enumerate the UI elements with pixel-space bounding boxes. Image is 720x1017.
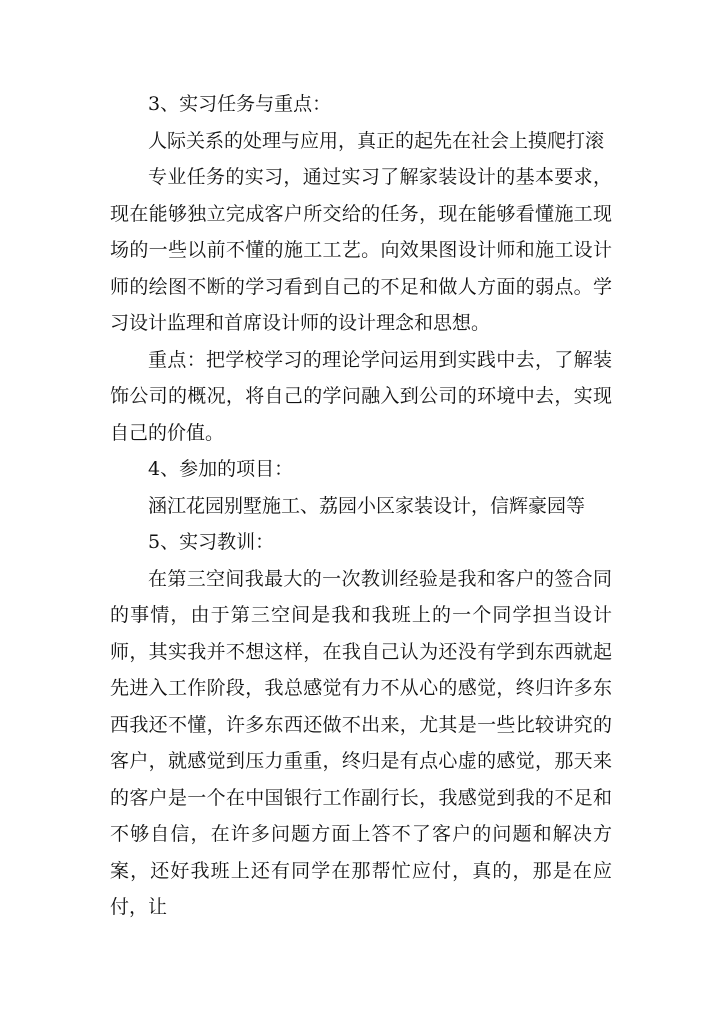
paragraph-projects: 涵江花园别墅施工、荔园小区家装设计，信辉豪园等 xyxy=(148,494,586,517)
section-heading-projects: 4、参加的项目： xyxy=(148,458,294,480)
paragraph-interpersonal: 人际关系的处理与应用，真正的起先在社会上摸爬打滚 xyxy=(148,129,605,152)
paragraph-professional-tasks: 专业任务的实习，通过实习了解家装设计的基本要求，现在能够独立完成客户所交给的任务，现在能够看懂施工现场的一些以前不懂的施工工艺。向效果图设计师和施工设计师的绘图不断的学习看到自己的不足和做人方面的弱点。学习设计监理和首席设计师的设计理念和思想。 xyxy=(110,166,612,334)
paragraph-key-points: 重点：把学校学习的理论学问运用到实践中去，了解装饰公司的概况，将自己的学问融入到公司的环境中去，实现自己的价值。 xyxy=(110,348,612,444)
section-heading-lessons: 5、实习教训： xyxy=(148,531,275,553)
paragraph-lessons: 在第三空间我最大的一次教训经验是我和客户的签合同的事情，由于第三空间是我和我班上的一个同学担当设计师，其实我并不想这样，在我自己认为还没有学到东西就起先进入工作阶段，我总感觉有力不从心的感觉，终归许多东西我还不懂，许多东西还做不出来，尤其是一些比较讲究的客户，就感觉到压力重重，终归是有点心虚的感觉，那天来的客户是一个在中国银行工作副行长，我感觉到我的不足和不够自信，在许多问题方面上答不了客户的问题和解决方案，还好我班上还有同学在那帮忙应付，真的，那是在应付，让 xyxy=(110,567,612,918)
section-heading-tasks: 3、实习任务与重点： xyxy=(148,93,332,115)
document-body xyxy=(110,86,612,926)
